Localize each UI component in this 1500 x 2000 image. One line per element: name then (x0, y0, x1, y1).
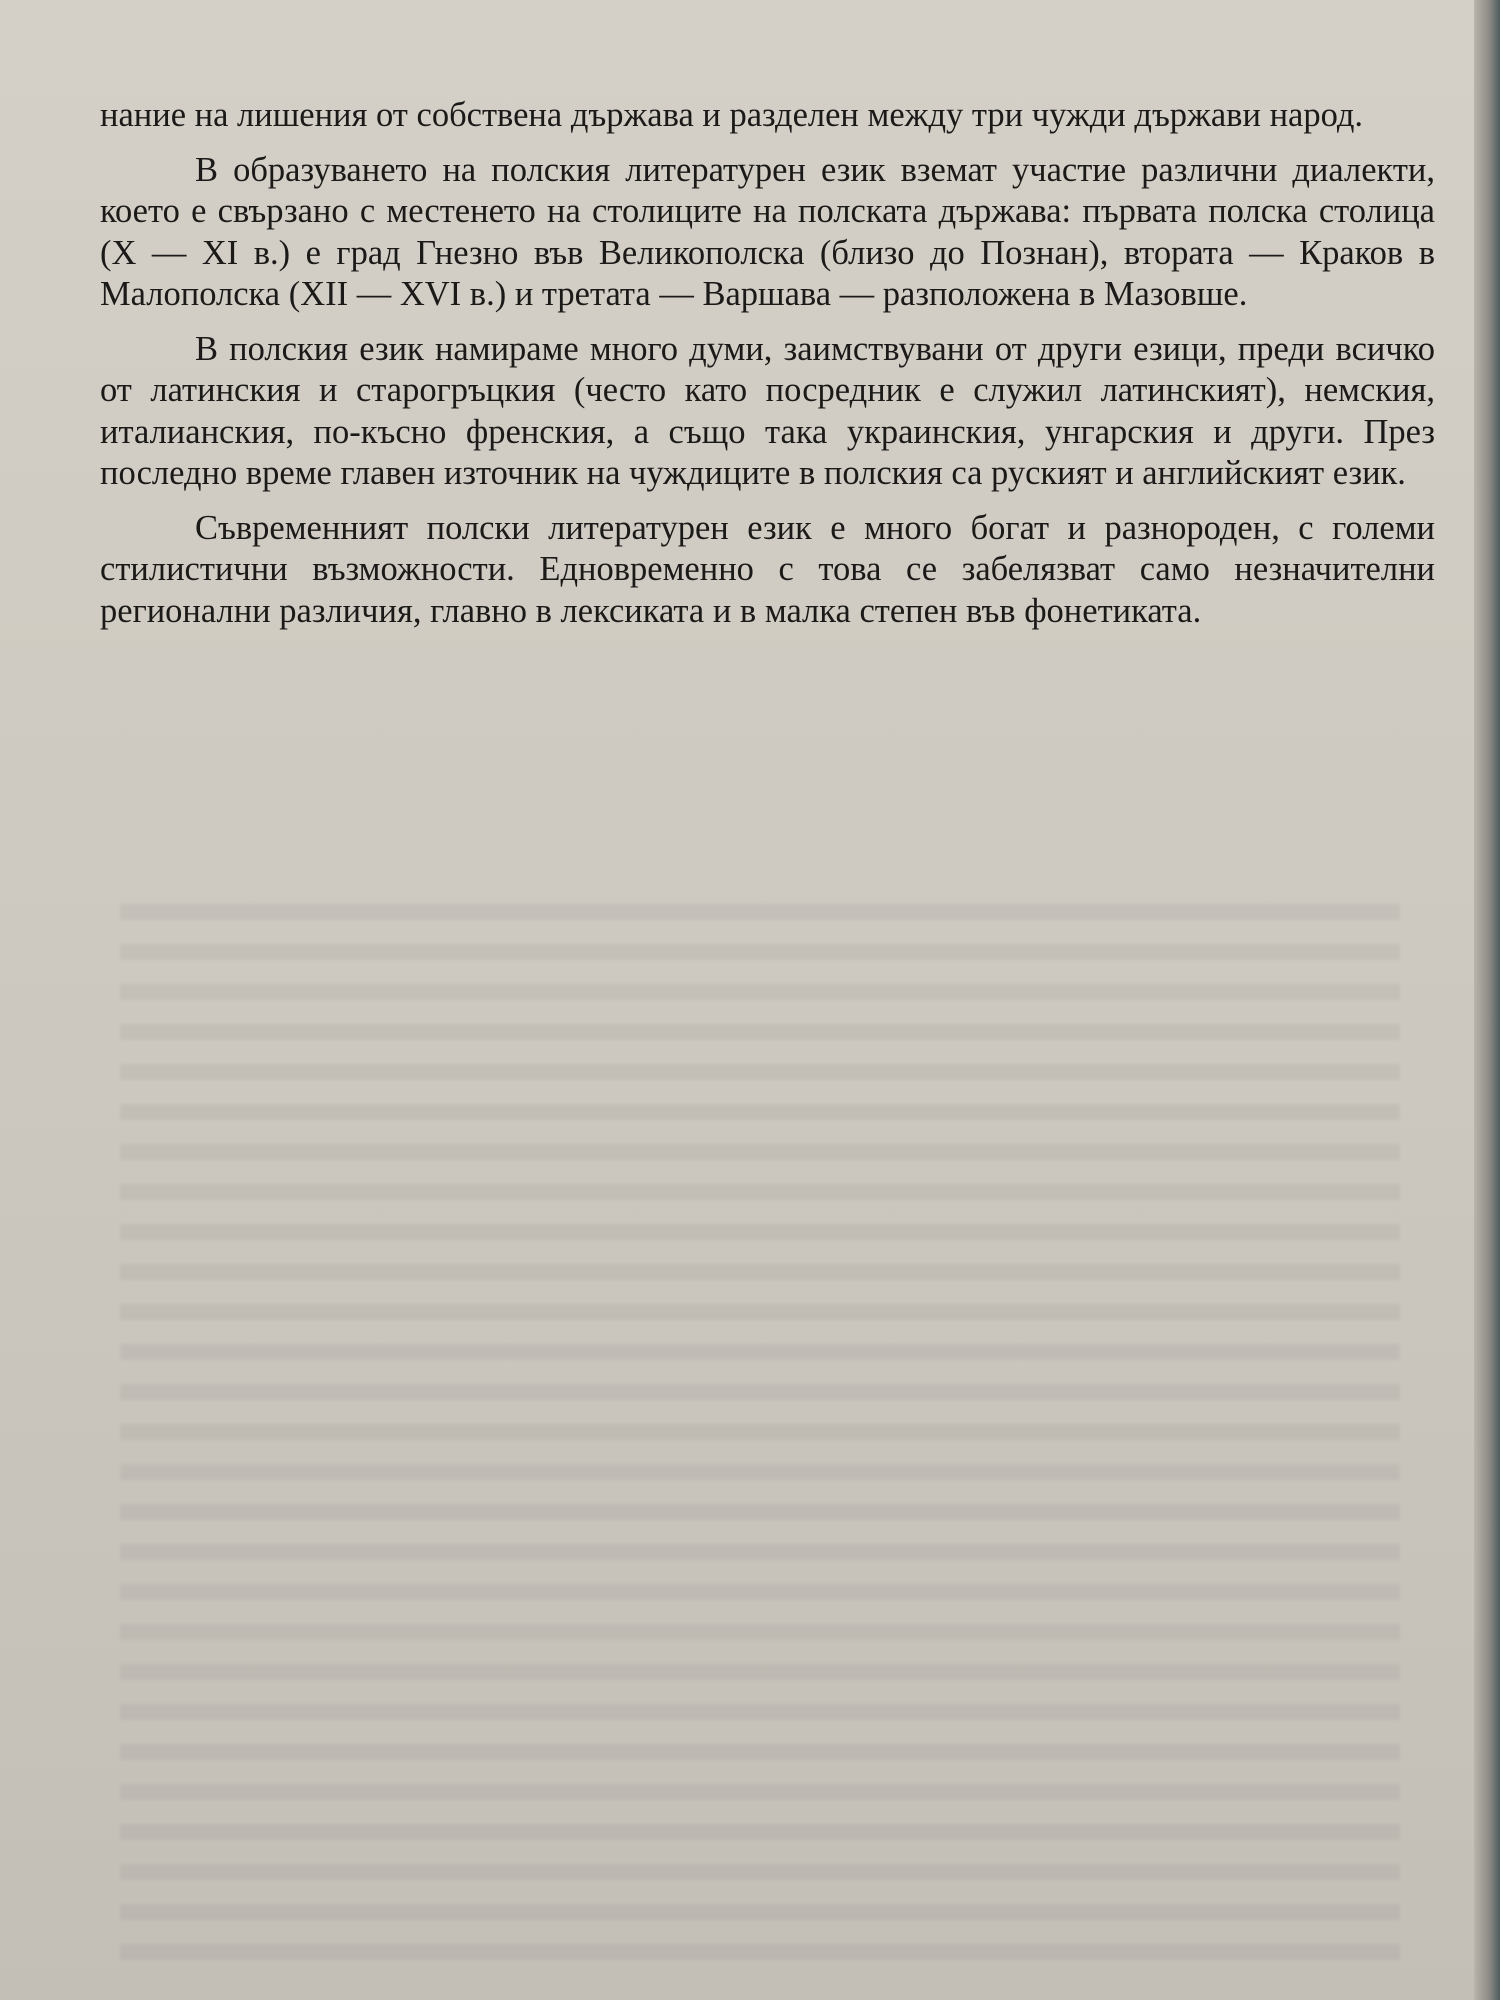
paragraph-modern-language: Съвременният полски литературен език е много богат и разнороден, с големи стилистични възможности. Едновременно с това се забелязват само незначителни регионални различия, главно в лексиката и в малка степен във фонетиката. (100, 508, 1435, 630)
paragraph-dialects: В образуването на полския литературен език вземат участие различни диалекти, което е свързано с местенето на столиците на полската държава: първата полска столица (X — XI в.) е град Гнезно във Великополска (близо до Познан), втората — Краков в Малополска (XII — XVI в.) и третата — Варшава — разположена в Мазовше. (100, 150, 1435, 313)
paragraph-continuation: нание на лишения от собствена държава и разделен между три чужди държави народ. (100, 96, 1364, 134)
paragraph-loanwords: В полския език намираме много думи, заимствувани от други езици, преди всичко от латинския и старогръцкия (често като посредник е служил латинският), немския, италианския, по-късно френския, а също така украинския, унгарския и други. През последно време главен източник на чуждиците в полския са руският и английският език. (100, 329, 1435, 492)
bleed-through-text (120, 880, 1400, 1960)
page-edge (1474, 0, 1500, 2000)
page-body (100, 95, 1435, 645)
